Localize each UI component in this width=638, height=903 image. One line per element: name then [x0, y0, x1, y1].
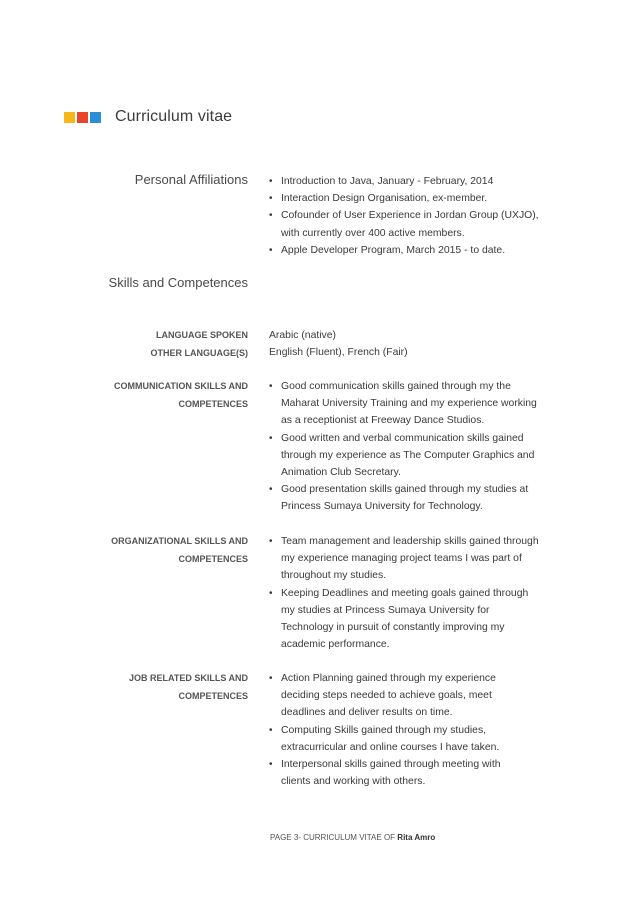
communication-label-line2: COMPETENCES	[178, 398, 248, 409]
job-related-label-line2: COMPETENCES	[178, 690, 248, 701]
job-related-label-line1: JOB RELATED SKILLS AND	[128, 673, 248, 683]
list-item: • Team management and leadership skills gained through my experience managing project teams I was part of throughout my studies.	[269, 536, 539, 582]
job-related-list	[269, 670, 519, 790]
list-item: • Interaction Design Organisation, ex-member.	[269, 193, 488, 205]
yellow-square	[64, 112, 75, 123]
communication-label-line1: COMMUNICATION SKILLS AND	[114, 381, 248, 391]
other-languages-value: English (Fluent), French (Fair)	[269, 347, 408, 359]
page-footer	[270, 833, 435, 842]
list-item: • Interpersonal skills gained through meeting with clients and working with others.	[269, 759, 501, 788]
footer-name: Rita Amro	[397, 833, 436, 842]
document-header	[64, 106, 232, 128]
document-title: Curriculum vitae	[115, 108, 233, 125]
red-square	[77, 112, 88, 123]
list-item: • Apple Developer Program, March 2015 - to date.	[269, 244, 506, 256]
language-spoken-value: Arabic (native)	[269, 330, 336, 341]
list-item: • Action Planning gained through my experience deciding steps needed to achieve goals, meet deadlines and deliver results on time.	[269, 673, 496, 719]
logo-squares	[64, 112, 101, 123]
blue-square	[90, 112, 101, 123]
communication-list	[269, 378, 547, 516]
personal-affiliations-label: Personal Affiliations	[134, 172, 248, 187]
skills-label: Skills and Competences	[108, 275, 248, 290]
personal-affiliations-list	[269, 173, 559, 259]
footer-prefix: PAGE 3- CURRICULUM VITAE OF	[270, 833, 396, 842]
list-item: • Good communication skills gained through my the Maharat University Training and my experience working as a receptionist at Freeway Dance Studios.	[269, 381, 537, 427]
organizational-list	[269, 533, 541, 653]
list-item: • Cofounder of User Experience in Jordan Group (UXJO), with currently over 400 active members.	[269, 210, 539, 239]
organizational-label-line2: COMPETENCES	[178, 553, 248, 564]
language-spoken-label: LANGUAGE SPOKEN	[155, 330, 248, 340]
list-item: • Computing Skills gained through my studies, extracurricular and online courses I have taken.	[269, 724, 500, 753]
list-item: • Keeping Deadlines and meeting goals gained through my studies at Princess Sumaya University for Technology in pursuit of constantly improving my academic performance.	[269, 587, 529, 651]
other-languages-label: OTHER LANGUAGE(S)	[150, 347, 248, 358]
organizational-label-line1: ORGANIZATIONAL SKILLS AND	[111, 536, 248, 546]
list-item: • Good written and verbal communication skills gained through my experience as The Computer Graphics and Animation Club Secretary.	[269, 432, 535, 479]
list-item: • Introduction to Java, January - February, 2014	[269, 176, 494, 187]
list-item: • Good presentation skills gained through my studies at Princess Sumaya University for Technology.	[269, 484, 529, 513]
